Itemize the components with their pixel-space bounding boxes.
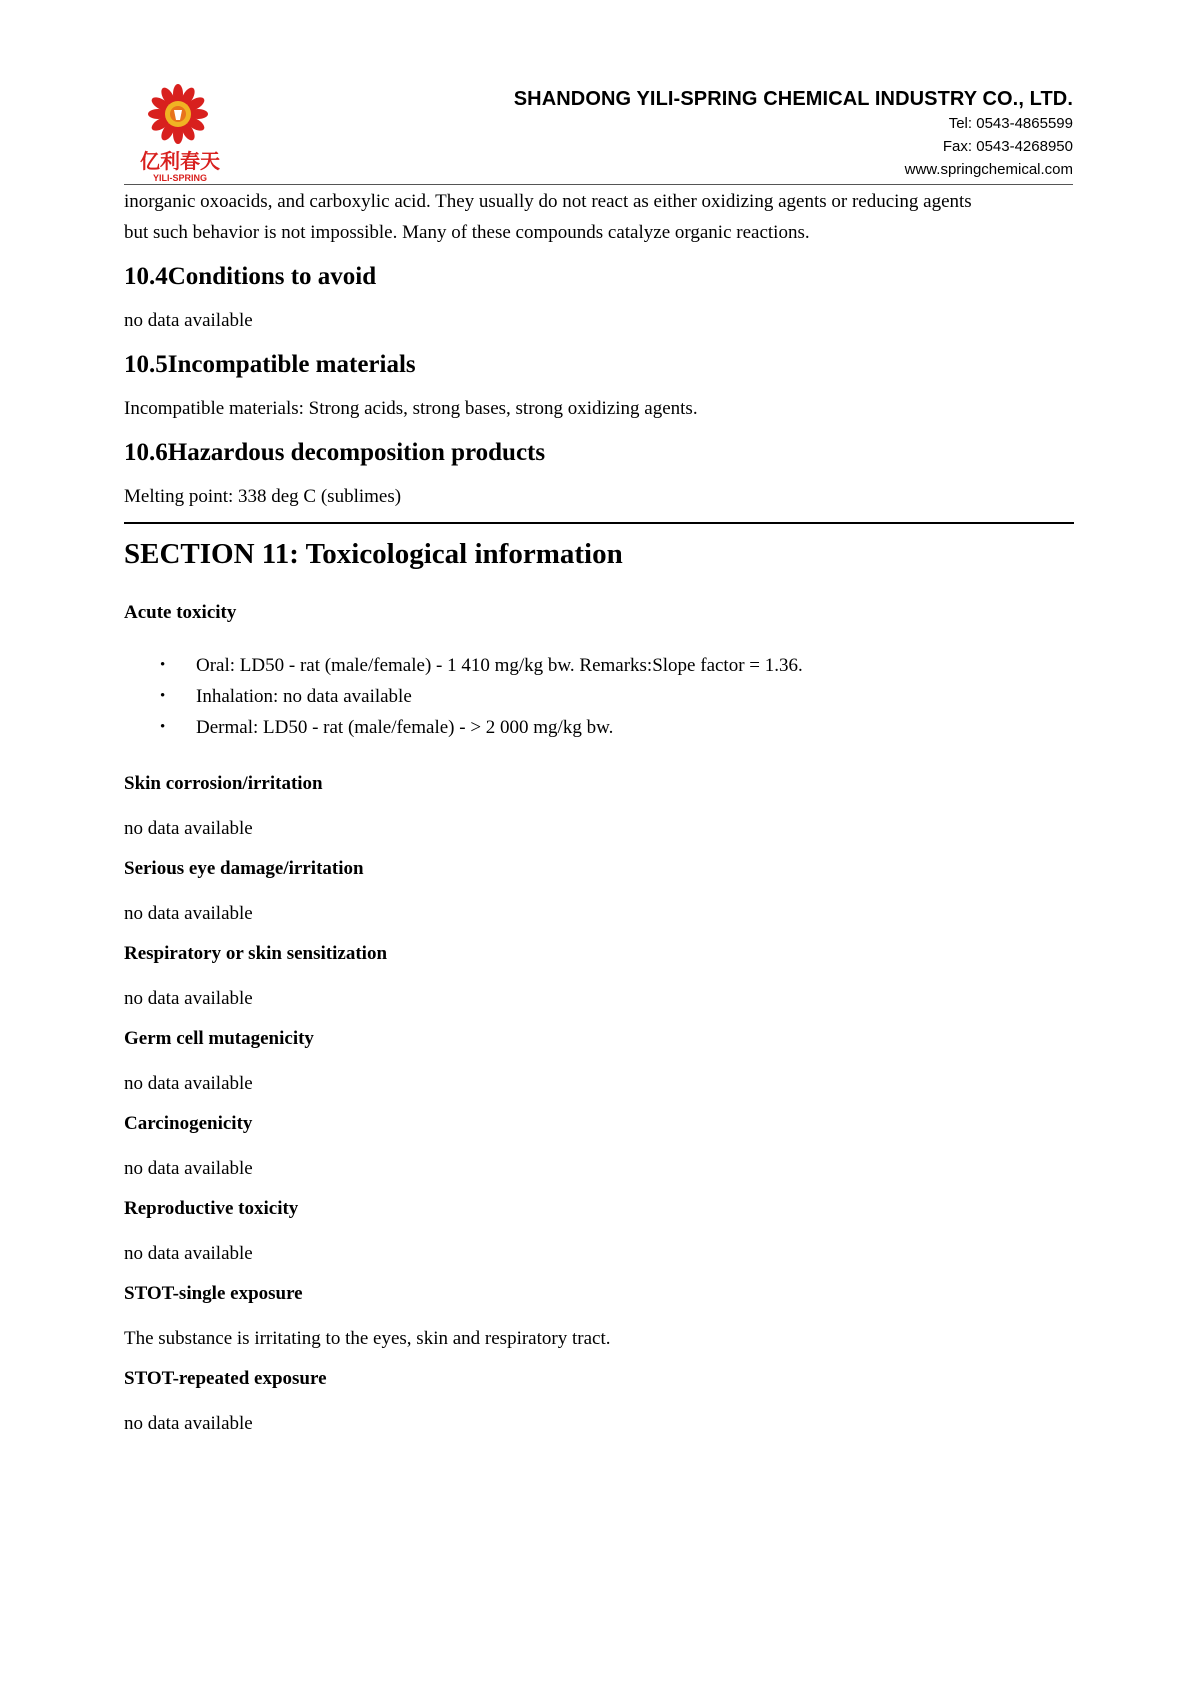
text-10-6: Melting point: 338 deg C (sublimes) [124,486,402,507]
heading-10-4: 10.4Conditions to avoid [124,263,377,290]
eye-damage-heading: Serious eye damage/irritation [124,858,364,879]
section-11-title: SECTION 11: Toxicological information [124,538,623,570]
reproductive-toxicity-heading: Reproductive toxicity [124,1198,299,1219]
company-info [514,86,1073,181]
eye-damage-text: no data available [124,903,253,924]
acute-toxicity-heading: Acute toxicity [124,602,237,623]
logo-text-cn: 亿利春天 [140,149,220,173]
text-10-4: no data available [124,310,253,331]
carcinogenicity-text: no data available [124,1158,253,1179]
stot-single-text: The substance is irritating to the eyes, skin and respiratory tract. [124,1328,611,1349]
acute-oral: Oral: LD50 - rat (male/female) - 1 410 mg/kg bw. Remarks:Slope factor = 1.36. [196,655,803,676]
list-item [124,712,1074,743]
acute-dermal: Dermal: LD50 - rat (male/female) - > 2 000 mg/kg bw. [196,717,614,738]
reproductive-toxicity-text: no data available [124,1243,253,1264]
skin-corrosion-heading: Skin corrosion/irritation [124,773,323,794]
acute-toxicity-list [124,650,1074,743]
sensitization-heading: Respiratory or skin sensitization [124,943,388,964]
company-name: SHANDONG YILI-SPRING CHEMICAL INDUSTRY CO., LTD. [513,88,1073,110]
mutagenicity-text: no data available [124,1073,253,1094]
heading-10-5: 10.5Incompatible materials [124,351,416,378]
section10-continued-line-1: inorganic oxoacids, and carboxylic acid. They usually do not react as either oxidizing agents or reducing agents [124,191,972,212]
bullet-icon: • [160,688,166,704]
flower-logo-icon [138,82,222,184]
list-item [124,681,1074,712]
carcinogenicity-heading: Carcinogenicity [124,1113,253,1134]
list-item [124,650,1074,681]
company-logo [138,82,222,184]
bullet-icon: • [160,719,166,735]
mutagenicity-heading: Germ cell mutagenicity [124,1028,314,1049]
heading-10-6: 10.6Hazardous decomposition products [124,439,546,466]
bullet-icon: • [160,657,166,673]
acute-inhalation: Inhalation: no data available [196,686,412,707]
skin-corrosion-text: no data available [124,818,253,839]
header-divider [124,184,1073,185]
company-tel: Tel: 0543-4865599 [948,115,1073,132]
text-10-5: Incompatible materials: Strong acids, strong bases, strong oxidizing agents. [124,398,698,419]
sensitization-text: no data available [124,988,253,1009]
document-content [124,186,1074,1439]
stot-repeated-heading: STOT-repeated exposure [124,1368,327,1389]
company-fax: Fax: 0543-4268950 [942,138,1073,155]
page-header [124,78,1073,184]
section10-continued-line-2: but such behavior is not impossible. Many of these compounds catalyze organic reactions. [124,222,810,243]
logo-text-en: YILI-SPRING [152,173,208,183]
stot-repeated-text: no data available [124,1413,253,1434]
company-website: www.springchemical.com [904,161,1073,178]
stot-single-heading: STOT-single exposure [124,1283,303,1304]
